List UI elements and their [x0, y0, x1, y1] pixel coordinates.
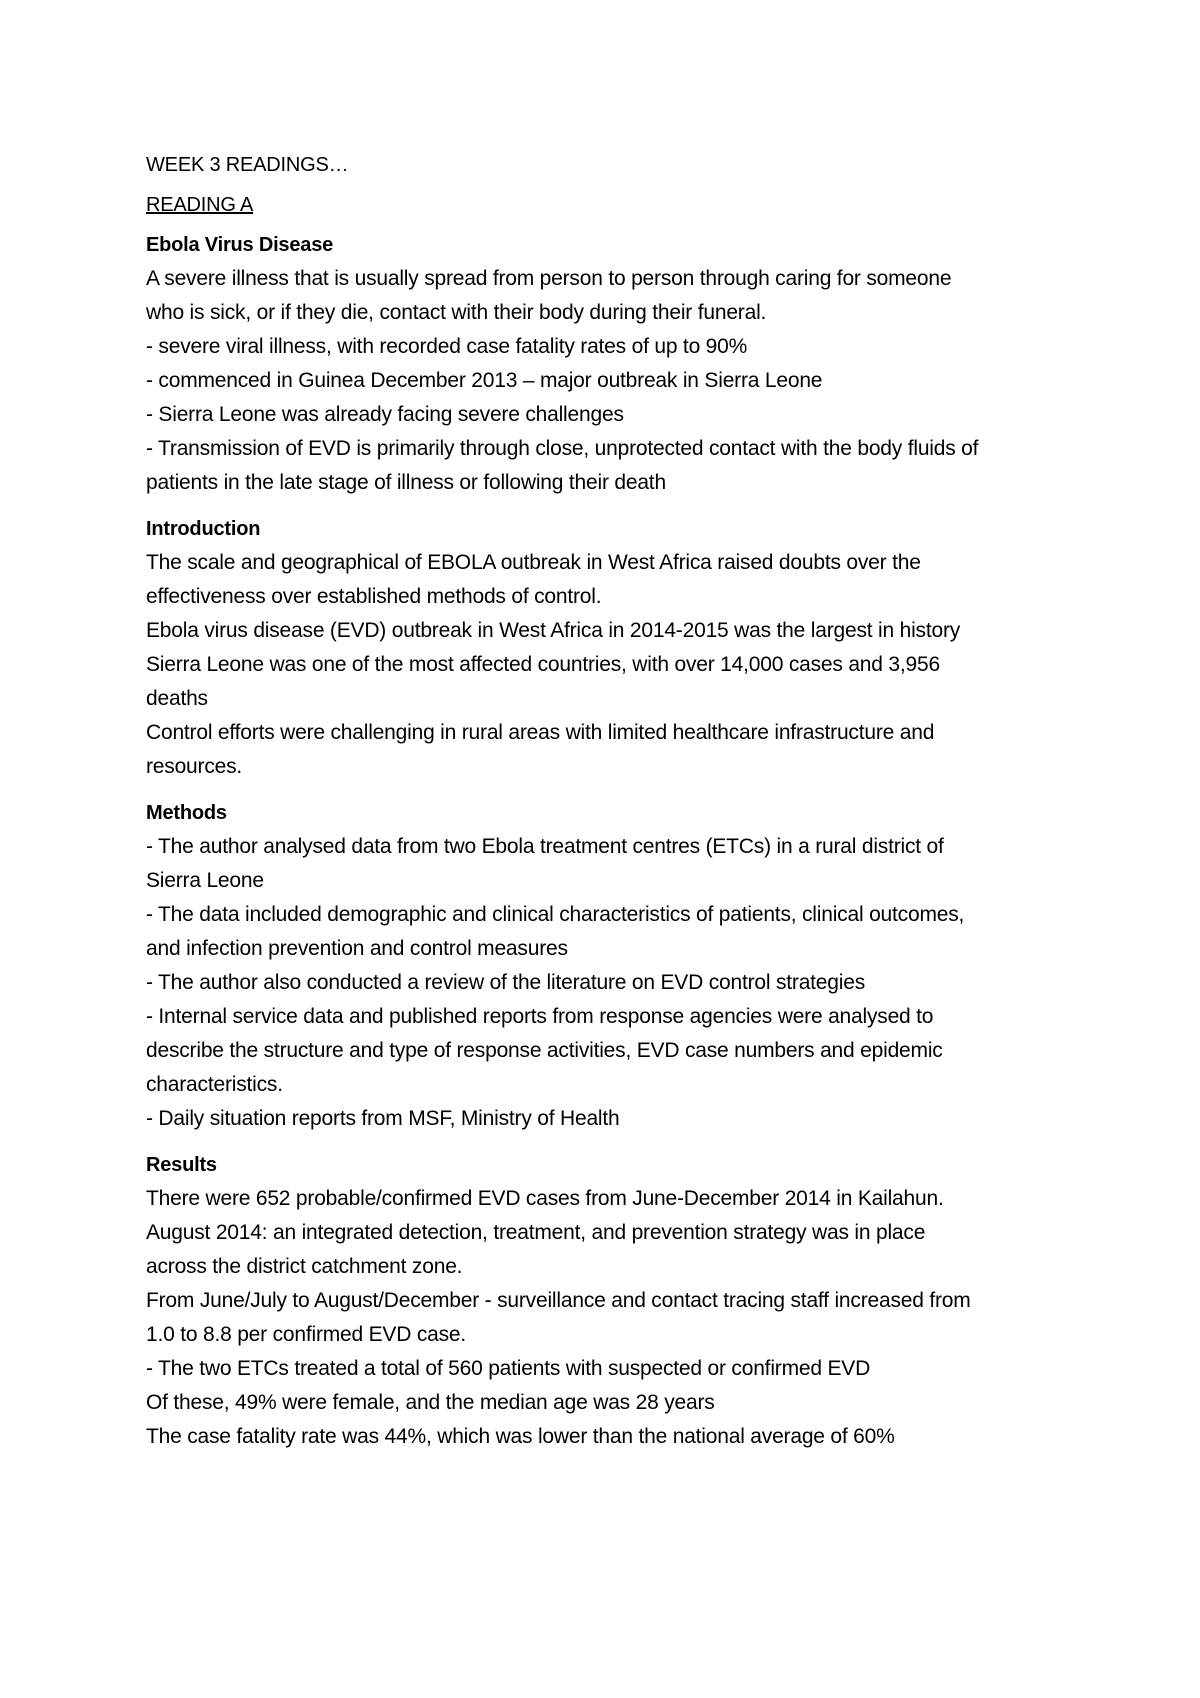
text-line: and infection prevention and control measures — [146, 937, 568, 960]
section-heading-introduction: Introduction — [146, 518, 261, 540]
text-line: 1.0 to 8.8 per confirmed EVD case. — [146, 1323, 467, 1346]
text-line: The case fatality rate was 44%, which was lower than the national average of 60% — [146, 1425, 895, 1448]
text-line: The scale and geographical of EBOLA outbreak in West Africa raised doubts over the — [146, 551, 921, 574]
section-results — [146, 1148, 1066, 1454]
text-line: patients in the late stage of illness or following their death — [146, 471, 666, 494]
text-line: - The two ETCs treated a total of 560 patients with suspected or confirmed EVD — [146, 1357, 871, 1380]
ebola-bullets — [146, 330, 1066, 432]
text-line: - Daily situation reports from MSF, Ministry of Health — [146, 1107, 620, 1130]
ebola-paragraph-2 — [146, 432, 1066, 500]
bullet-line: - Sierra Leone was already facing severe challenges — [146, 403, 624, 426]
section-heading-ebola: Ebola Virus Disease — [146, 234, 334, 256]
text-line: - The author analysed data from two Ebola treatment centres (ETCs) in a rural district of — [146, 835, 944, 858]
bullet-line: - severe viral illness, with recorded case fatality rates of up to 90% — [146, 335, 748, 358]
ebola-paragraph-1 — [146, 262, 1066, 330]
intro-paragraph-2 — [146, 614, 1066, 784]
text-line: across the district catchment zone. — [146, 1255, 463, 1278]
intro-paragraph-1 — [146, 546, 1066, 614]
document-title: WEEK 3 READINGS… — [146, 154, 349, 176]
text-line: resources. — [146, 755, 243, 778]
text-line: Sierra Leone — [146, 869, 264, 892]
text-line: From June/July to August/December - surveillance and contact tracing staff increased from — [146, 1289, 971, 1312]
section-ebola — [146, 228, 1066, 500]
document-body — [146, 148, 1066, 1454]
text-line: who is sick, or if they die, contact with their body during their funeral. — [146, 301, 767, 324]
text-line: There were 652 probable/confirmed EVD cases from June-December 2014 in Kailahun. — [146, 1187, 944, 1210]
results-paragraph-1 — [146, 1182, 1066, 1352]
methods-paragraph-2 — [146, 898, 1066, 1136]
section-introduction — [146, 512, 1066, 784]
text-line: - Internal service data and published reports from response agencies were analysed to — [146, 1005, 934, 1028]
text-line: - The data included demographic and clinical characteristics of patients, clinical outcomes, — [146, 903, 965, 926]
bullet-line: - commenced in Guinea December 2013 – major outbreak in Sierra Leone — [146, 369, 823, 392]
text-line: - The author also conducted a review of the literature on EVD control strategies — [146, 971, 866, 994]
section-heading-methods: Methods — [146, 802, 227, 824]
text-line: - Transmission of EVD is primarily through close, unprotected contact with the body fluids of — [146, 437, 979, 460]
text-line: deaths — [146, 687, 208, 710]
text-line: effectiveness over established methods of control. — [146, 585, 602, 608]
results-paragraph-2 — [146, 1352, 1066, 1454]
section-heading-results: Results — [146, 1154, 217, 1176]
text-line: describe the structure and type of response activities, EVD case numbers and epidemic — [146, 1039, 943, 1062]
text-line: Ebola virus disease (EVD) outbreak in West Africa in 2014-2015 was the largest in history — [146, 619, 961, 642]
text-line: August 2014: an integrated detection, treatment, and prevention strategy was in place — [146, 1221, 926, 1244]
text-line: Sierra Leone was one of the most affected countries, with over 14,000 cases and 3,956 — [146, 653, 940, 676]
text-line: Of these, 49% were female, and the median age was 28 years — [146, 1391, 715, 1414]
reading-label: READING A — [146, 194, 254, 216]
section-methods — [146, 796, 1066, 1136]
text-line: Control efforts were challenging in rural areas with limited healthcare infrastructure and — [146, 721, 935, 744]
methods-paragraph-1 — [146, 830, 1066, 898]
text-line: characteristics. — [146, 1073, 283, 1096]
text-line: A severe illness that is usually spread from person to person through caring for someone — [146, 267, 952, 290]
